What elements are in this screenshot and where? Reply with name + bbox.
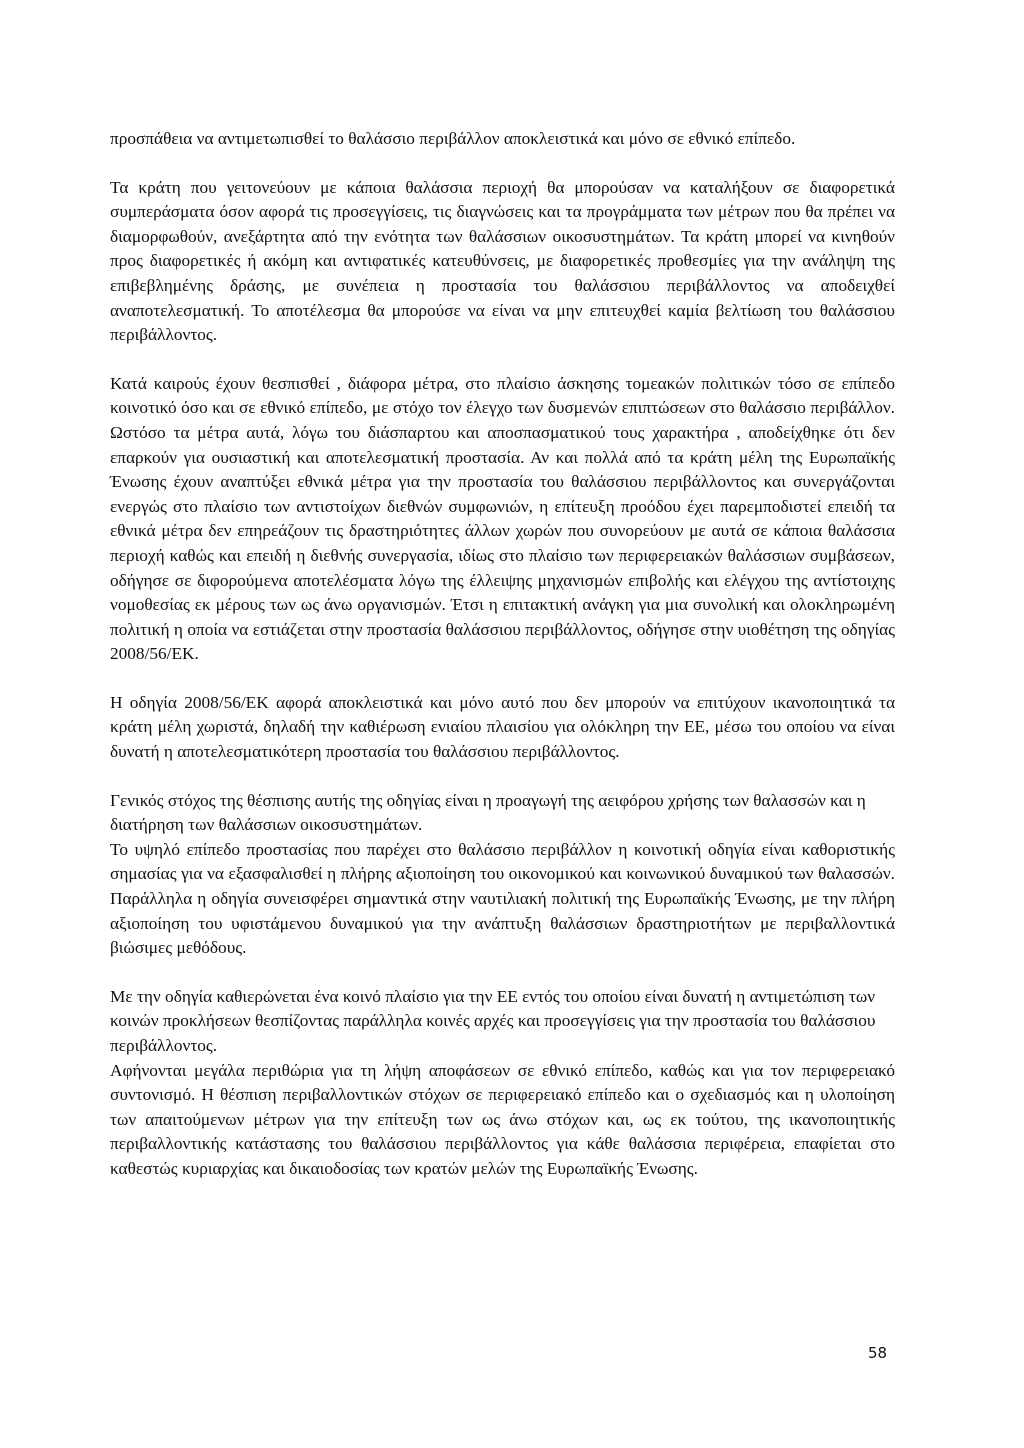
paragraph-common-framework: Με την οδηγία καθιερώνεται ένα κοινό πλαίσιο για την ΕΕ εντός του οποίου είναι δυνατή η αντιμετώπιση των κοινών προκλήσεων θεσπίζοντας παράλληλα κοινές αρχές και προσεγγίσεις για την προστασία του θαλάσσιου περιβάλλοντος. [110,986,876,1055]
paragraph-general-objective: Γενικός στόχος της θέσπισης αυτής της οδηγίας είναι η προαγωγή της αειφόρου χρήσης των θαλασσών και η διατήρηση των θαλάσσιων οικοσυστημάτων. [110,790,866,835]
paragraph-continuation: προσπάθεια να αντιμετωπισθεί το θαλάσσιο περιβάλλον αποκλειστικά και μόνο σε εθνικό επίπεδο. [110,129,796,148]
paragraph-national-discretion: Αφήνονται μεγάλα περιθώρια για τη λήψη αποφάσεων σε εθνικό επίπεδο, καθώς και για τον περιφερειακό συντονισμό. Η θέσπιση περιβαλλοντικών στόχων σε περιφερειακό επίπεδο και ο σχεδιασμός και η υλοποίηση των απαιτούμενων μέτρων για την επίτευξη των ως άνω στόχων και, ως εκ τούτου, της ικανοποιητικής περιβαλλοντικής κατάστασης του θαλάσσιου περιβάλλοντος για κάθε θαλάσσια περιφέρεια, επαφίεται στο καθεστώς κυριαρχίας και δικαιοδοσίας των κρατών μελών της Ευρωπαϊκής Ένωσης. [110,1060,895,1178]
paragraph-protection-level: Το υψηλό επίπεδο προστασίας που παρέχει στο θαλάσσιο περιβάλλον η κοινοτική οδηγία είναι καθοριστικής σημασίας για να εξασφαλισθεί η πλήρης αξιοποίηση του οικονομικού και κοινωνικού δυναμικού των θαλασσών. Παράλληλα η οδηγία συνεισφέρει σημαντικά στην ναυτιλιακή πολιτική της Ευρωπαϊκής Ένωσης, με την πλήρη αξιοποίηση του υφιστάμενου δυναμικού για την ανάπτυξη θαλάσσιων δραστηριοτήτων με περιβαλλοντικά βιώσιμες μεθόδους. [110,839,895,958]
body-text [110,127,895,1206]
paragraph-directive-scope: Η οδηγία 2008/56/ΕΚ αφορά αποκλειστικά και μόνο αυτό που δεν μπορούν να επιτύχουν ικανοποιητικά τα κράτη μέλη χωριστά, δηλαδή την καθιέρωση ενιαίου πλαισίου για ολόκληρη την ΕΕ, μέσω του οποίου να είναι δυνατή η αποτελεσματικότερη προστασία του θαλάσσιου περιβάλλοντος. [110,692,895,762]
paragraph-sectoral-measures: Κατά καιρούς έχουν θεσπισθεί , διάφορα μέτρα, στο πλαίσιο άσκησης τομεακών πολιτικών τόσο σε επίπεδο κοινοτικό όσο και σε εθνικό επίπεδο, με στόχο τον έλεγχο των δυσμενών επιπτώσεων στο θαλάσσιο περιβάλλον. Ωστόσο τα μέτρα αυτά, λόγω του διάσπαρτου και αποσπασματικού τους χαρακτήρα , αποδείχθηκε ότι δεν επαρκούν για ουσιαστική και αποτελεσματική προστασία. Αν και πολλά από τα κράτη μέλη της Ευρωπαϊκής Ένωσης έχουν αναπτύξει εθνικά μέτρα για την προστασία του θαλάσσιου περιβάλλοντος και συνεργάζονται ενεργώς στο πλαίσιο των αντιστοίχων διεθνών συμφωνιών, η επίτευξη προόδου έχει παρεμποδιστεί επειδή τα εθνικά μέτρα δεν επηρεάζουν τις δραστηριότητες άλλων χωρών που συνορεύουν με αυτά σε κάποια θαλάσσια περιοχή καθώς και επειδή η διεθνής συνεργασία, ιδίως στο πλαίσιο των περιφερειακών θαλάσσιων συμβάσεων, οδήγησε σε διφορούμενα αποτελέσματα λόγω της έλλειψης μηχανισμών επιβολής και ελέγχου της αντίστοιχης νομοθεσίας εκ μέρους των ως άνω οργανισμών. Έτσι η επιτακτική ανάγκη για μια συνολική και ολοκληρωμένη πολιτική η οποία να εστιάζεται στην προστασία θαλάσσιου περιβάλλοντος, οδήγησε στην υιοθέτηση της οδηγίας 2008/56/ΕΚ. [110,373,895,664]
paragraph-neighbouring-states: Τα κράτη που γειτονεύουν με κάποια θαλάσσια περιοχή θα μπορούσαν να καταλήξουν σε διαφορετικά συμπεράσματα όσον αφορά τις προσεγγίσεις, τις διαγνώσεις και τα προγράμματα των μέτρων που θα πρέπει να διαμορφωθούν, ανεξάρτητα από την ενότητα των θαλάσσιων οικοσυστημάτων. Τα κράτη μπορεί να κινηθούν προς διαφορετικές ή ακόμη και αντιφατικές κατευθύνσεις, με διαφορετικές προθεσμίες για την ανάληψη της επιβεβλημένης δράσης, με συνέπεια η προστασία του θαλάσσιου περιβάλλοντος να αποδειχθεί αναποτελεσματική. Το αποτέλεσμα θα μπορούσε να είναι να μην επιτευχθεί καμία βελτίωση του θαλάσσιου περιβάλλοντος. [110,177,895,345]
page-number: 58 [868,1344,888,1362]
